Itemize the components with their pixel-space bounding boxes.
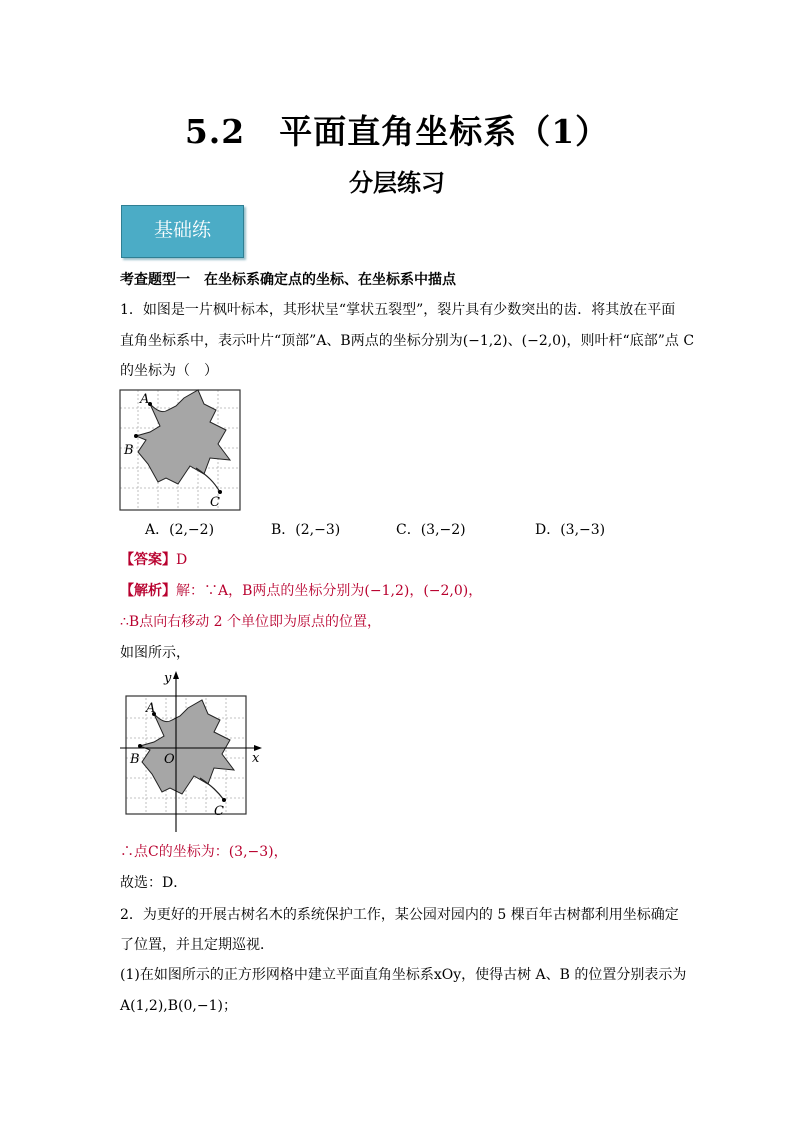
maple-leaf-axes-figure — [120, 668, 270, 834]
analysis-line-1 — [120, 581, 482, 601]
answer-line — [120, 550, 187, 570]
maple-leaf-figure — [118, 388, 242, 512]
label-y: y — [164, 671, 172, 686]
analysis-line-4: ∴点C的坐标为：(3,−3)， — [120, 844, 288, 860]
q2-line-2: 了位置，并且定期巡视． — [120, 937, 274, 953]
q2-line-4: A(1,2),B(0,−1)； — [120, 998, 237, 1014]
point-c — [218, 490, 222, 494]
analysis-text-1: 解：∵A，B两点的坐标分别为(−1,2)，(−2,0)， — [176, 583, 483, 599]
label-b: B — [130, 752, 140, 767]
answer-value: D — [176, 552, 188, 568]
label-x: x — [252, 751, 260, 766]
q1-line-3: 的坐标为（ ） — [120, 363, 218, 379]
analysis-label: 【解析】 — [120, 583, 176, 599]
page-subtitle: 分层练习 — [349, 169, 445, 197]
option-d[interactable]: D．(3,−3) — [535, 522, 606, 538]
q2-line-3: (1)在如图所示的正方形网格中建立平面直角坐标系xOy，使得古树 A、B 的位置分别表示为 — [120, 967, 687, 983]
option-c[interactable]: C．(3,−2) — [396, 522, 466, 538]
point-c — [222, 798, 226, 802]
analysis-line-2: ∴B点向右移动 2 个单位即为原点的位置， — [120, 614, 382, 630]
point-b — [134, 434, 138, 438]
label-origin: O — [164, 752, 175, 767]
point-b — [138, 744, 142, 748]
q2-line-1: 2．为更好的开展古树名木的系统保护工作，某公园对园内的 5 棵百年古树都利用坐标确定 — [120, 907, 679, 923]
answer-label: 【答案】 — [120, 552, 176, 568]
option-b[interactable]: B．(2,−3) — [271, 522, 341, 538]
analysis-line-3: 如图所示， — [120, 645, 190, 661]
q1-line-2: 直角坐标系中，表示叶片“顶部”A、B两点的坐标分别为(−1,2)、(−2,0)，则叶杆“底部”点 C — [120, 333, 695, 349]
label-c: C — [210, 495, 220, 510]
q1-line-1: 1．如图是一片枫叶标本，其形状呈“掌状五裂型”，裂片具有少数突出的齿．将其放在平面 — [120, 302, 676, 318]
y-axis-arrow — [173, 671, 179, 679]
label-c: C — [214, 804, 224, 819]
option-a[interactable]: A．(2,−2) — [145, 522, 215, 538]
label-b: B — [124, 443, 134, 458]
page-title: 5.2 平面直角坐标系（1） — [184, 112, 610, 151]
analysis-line-5: 故选：D． — [120, 875, 188, 891]
level-badge: 基础练 — [121, 205, 244, 258]
label-a: A — [146, 701, 156, 716]
section-heading: 考查题型一 在坐标系确定点的坐标、在坐标系中描点 — [120, 272, 456, 288]
label-a: A — [140, 392, 150, 407]
